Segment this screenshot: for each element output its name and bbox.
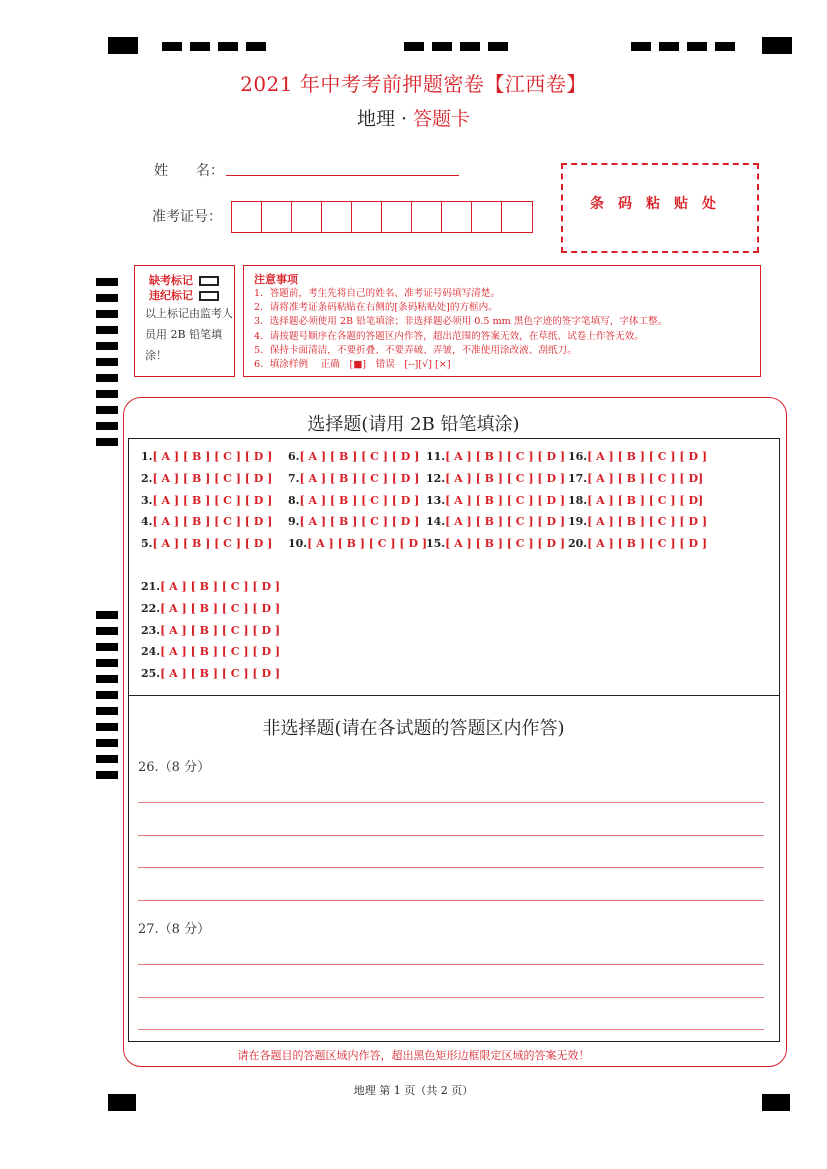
timing-mark [96, 374, 118, 382]
answer-line[interactable] [138, 1029, 764, 1030]
violation-mark-label: 违纪标记 [149, 289, 193, 302]
question-number: 11. [426, 450, 446, 463]
question-number: 23. [141, 624, 161, 637]
answer-bubbles[interactable]: [ A ] [ B ] [ C ] [ D ] [445, 450, 566, 463]
choice-question[interactable] [141, 580, 280, 593]
notice-title: 注意事项 [254, 273, 298, 286]
question-number: 16. [568, 450, 588, 463]
answer-bubbles[interactable]: [ A ] [ B ] [ C ] [ D ] [299, 515, 420, 528]
answer-bubbles[interactable]: [ A ] [ B ] [ C ] [ D ] [152, 494, 273, 507]
absence-mark-box [134, 265, 235, 377]
answer-bubbles[interactable]: [ A ] [ B ] [ C ] [ D ] [152, 472, 273, 485]
answer-bubbles[interactable]: [ A ] [ B ] [ C ] [ D ] [587, 537, 708, 550]
answer-bubbles[interactable]: [ A ] [ B ] [ C ] [ D ] [587, 515, 708, 528]
question-number: 18. [568, 494, 588, 507]
area-warning: 请在各题目的答题区域内作答，超出黑色矩形边框限定区域的答案无效！ [237, 1049, 590, 1062]
choice-section-title: 选择题(请用 2B 铅笔填涂) [307, 414, 520, 435]
answer-bubbles[interactable]: [ A ] [ B ] [ C ] [ D ] [445, 494, 566, 507]
question-number: 7. [288, 472, 300, 485]
id-label: 准考证号： [152, 209, 222, 225]
choice-question[interactable] [141, 667, 280, 680]
answer-bubbles[interactable]: [ A ] [ B ] [ C ] [ D ] [160, 624, 281, 637]
choice-question[interactable] [288, 515, 419, 528]
choice-question[interactable] [288, 472, 419, 485]
answer-line[interactable] [138, 835, 764, 836]
answer-bubbles[interactable]: [ A ] [ B ] [ C ] [ D ] [445, 537, 566, 550]
id-digit-box[interactable] [232, 202, 262, 232]
question-number: 15. [426, 537, 446, 550]
choice-question[interactable] [568, 450, 707, 463]
answer-bubbles[interactable]: [ A ] [ B ] [ C ] [ D ] [160, 602, 281, 615]
timing-mark [96, 294, 118, 302]
mark-note: 以上标记由监考人员用 2B 铅笔填涂！ [145, 307, 233, 362]
card-label: 答题卡 [413, 108, 471, 130]
answer-bubbles[interactable]: [ A ] [ B ] [ C ] [ D ] [152, 450, 273, 463]
question-number: 22. [141, 602, 161, 615]
timing-mark [687, 42, 707, 51]
question-number: 9. [288, 515, 300, 528]
choice-question[interactable] [568, 515, 707, 528]
registration-mark [762, 1094, 790, 1111]
choice-question[interactable] [141, 537, 272, 550]
timing-mark [96, 278, 118, 286]
answer-area-border [128, 438, 780, 1042]
choice-question[interactable] [426, 472, 565, 485]
timing-mark [162, 42, 182, 51]
name-label: 姓 名： [154, 163, 224, 179]
question-number: 1. [141, 450, 153, 463]
question-number: 17. [568, 472, 588, 485]
answer-bubbles[interactable]: [ A ] [ B ] [ C ] [ D ] [307, 537, 428, 550]
question-number: 25. [141, 667, 161, 680]
question-number: 6. [288, 450, 300, 463]
timing-mark [631, 42, 651, 51]
answer-bubbles[interactable]: [ A ] [ B ] [ C ] [ D ] [160, 580, 281, 593]
choice-question[interactable] [568, 472, 703, 485]
answer-bubbles[interactable]: [ A ] [ B ] [ C ] [ D ] [299, 494, 420, 507]
registration-mark [108, 1094, 136, 1111]
choice-question[interactable] [426, 537, 565, 550]
id-digit-box[interactable] [322, 202, 352, 232]
choice-question[interactable] [288, 494, 419, 507]
id-digit-box[interactable] [412, 202, 442, 232]
choice-question[interactable] [141, 494, 272, 507]
answer-bubbles[interactable]: [ A ] [ B ] [ C ] [ D ] [299, 472, 420, 485]
choice-question[interactable] [426, 494, 565, 507]
question-26-label: 26.（8 分） [138, 760, 211, 775]
choice-question[interactable] [568, 494, 703, 507]
question-27-label: 27.（8 分） [138, 922, 211, 937]
choice-question[interactable] [141, 472, 272, 485]
question-number: 2. [141, 472, 153, 485]
registration-mark [108, 37, 138, 54]
name-field[interactable] [226, 175, 459, 176]
choice-question[interactable] [288, 537, 427, 550]
timing-mark [96, 342, 118, 350]
answer-bubbles[interactable]: [ A ] [ B ] [ C ] [ D] [587, 494, 704, 507]
answer-line[interactable] [138, 802, 764, 803]
answer-bubbles[interactable]: [ A ] [ B ] [ C ] [ D ] [152, 537, 273, 550]
absent-mark-label: 缺考标记 [149, 274, 193, 287]
answer-bubbles[interactable]: [ A ] [ B ] [ C ] [ D ] [587, 450, 708, 463]
timing-mark [96, 675, 118, 683]
id-digit-box[interactable] [502, 202, 532, 232]
timing-mark [96, 771, 118, 779]
timing-mark [96, 326, 118, 334]
notice-item: 4．请按题号顺序在各题的答题区内作答，超出范围的答案无效，在草纸、试卷上作答无效。 [254, 330, 644, 342]
section-divider [128, 695, 780, 696]
question-number: 5. [141, 537, 153, 550]
barcode-area [561, 163, 759, 253]
choice-question[interactable] [426, 450, 565, 463]
answer-bubbles[interactable]: [ A ] [ B ] [ C ] [ D ] [445, 472, 566, 485]
choice-question[interactable] [568, 537, 707, 550]
timing-mark [96, 310, 118, 318]
answer-line[interactable] [138, 964, 764, 965]
id-digit-box[interactable] [382, 202, 412, 232]
page-number: 地理 第 1 页（共 2 页） [353, 1084, 474, 1097]
id-digit-box[interactable] [442, 202, 472, 232]
notice-box [243, 265, 761, 377]
timing-mark [246, 42, 266, 51]
choice-question[interactable] [288, 450, 419, 463]
id-digit-box[interactable] [262, 202, 292, 232]
notice-item: 6．填涂样例 正确 [■] 错误 [--][√] [×] [254, 359, 451, 371]
absent-mark-row[interactable] [149, 272, 219, 288]
answer-bubbles[interactable]: [ A ] [ B ] [ C ] [ D ] [160, 645, 281, 658]
id-digit-box[interactable] [472, 202, 502, 232]
notice-item: 3．选择题必须使用 2B 铅笔填涂；非选择题必须用 0.5 mm 黑色字迹的签字笔填写，字体工整。 [254, 316, 668, 328]
timing-mark [488, 42, 508, 51]
id-digit-box[interactable] [292, 202, 322, 232]
choice-question[interactable] [141, 602, 280, 615]
timing-mark [96, 627, 118, 635]
question-number: 20. [568, 537, 588, 550]
question-number: 8. [288, 494, 300, 507]
id-number-boxes[interactable] [231, 201, 533, 233]
question-number: 14. [426, 515, 446, 528]
timing-mark [96, 438, 118, 446]
page-title: 2021 年中考考前押题密卷【江西卷】 [240, 72, 587, 96]
choice-question[interactable] [141, 645, 280, 658]
timing-mark [190, 42, 210, 51]
subject-label: 地理 [356, 108, 395, 130]
violation-mark-row[interactable] [149, 287, 219, 303]
registration-mark [762, 37, 792, 54]
timing-mark [715, 42, 735, 51]
question-number: 10. [288, 537, 308, 550]
separator-dot: · [400, 108, 408, 130]
answer-bubbles[interactable]: [ A ] [ B ] [ C ] [ D ] [299, 450, 420, 463]
answer-line[interactable] [138, 900, 764, 901]
timing-mark [432, 42, 452, 51]
answer-bubbles[interactable]: [ A ] [ B ] [ C ] [ D] [587, 472, 704, 485]
id-digit-box[interactable] [352, 202, 382, 232]
essay-section-title: 非选择题(请在各试题的答题区内作答) [262, 718, 565, 739]
absent-mark-bubble[interactable] [199, 276, 219, 286]
answer-bubbles[interactable]: [ A ] [ B ] [ C ] [ D ] [152, 515, 273, 528]
answer-line[interactable] [138, 867, 764, 868]
notice-item: 1．答题前，考生先将自己的姓名、准考证号码填写清楚。 [254, 288, 500, 299]
page-subtitle [0, 104, 827, 131]
notice-item: 5．保持卡面清洁，不要折叠、不要弄破、弄皱，不准使用涂改液、刮纸刀。 [254, 344, 577, 356]
timing-mark [460, 42, 480, 51]
barcode-label: 条码粘贴处 [590, 196, 730, 212]
timing-mark [96, 659, 118, 667]
timing-mark [96, 755, 118, 763]
timing-mark [96, 691, 118, 699]
question-number: 13. [426, 494, 446, 507]
timing-mark [96, 390, 118, 398]
answer-bubbles[interactable]: [ A ] [ B ] [ C ] [ D ] [160, 667, 281, 680]
answer-bubbles[interactable]: [ A ] [ B ] [ C ] [ D ] [445, 515, 566, 528]
question-number: 12. [426, 472, 446, 485]
answer-line[interactable] [138, 997, 764, 998]
timing-mark [96, 358, 118, 366]
question-number: 21. [141, 580, 161, 593]
notice-item: 2．请将准考证条码粘贴在右侧的[条码粘贴处]的方框内。 [254, 302, 498, 314]
timing-mark [659, 42, 679, 51]
timing-mark [96, 611, 118, 619]
question-number: 3. [141, 494, 153, 507]
violation-mark-bubble[interactable] [199, 291, 219, 301]
timing-mark [404, 42, 424, 51]
question-number: 24. [141, 645, 161, 658]
question-number: 19. [568, 515, 588, 528]
choice-question[interactable] [141, 624, 280, 637]
choice-question[interactable] [426, 515, 565, 528]
timing-mark [96, 739, 118, 747]
choice-question[interactable] [141, 515, 272, 528]
timing-mark [96, 643, 118, 651]
timing-mark [218, 42, 238, 51]
question-number: 4. [141, 515, 153, 528]
choice-question[interactable] [141, 450, 272, 463]
